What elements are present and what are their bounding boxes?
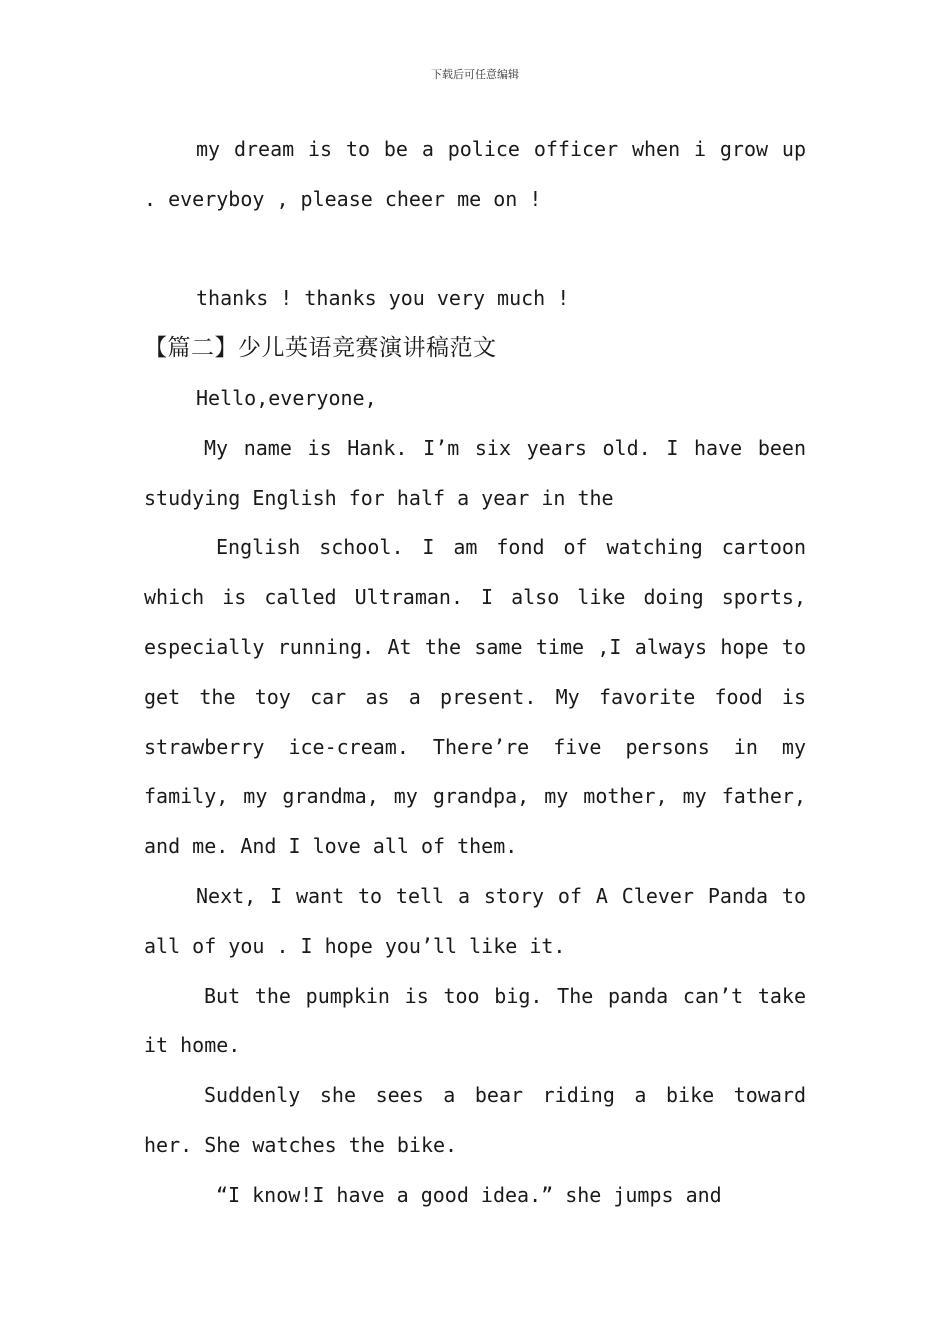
- paragraph-bear: Suddenly she sees a bear riding a bike toward her. She watches the bike.: [144, 1083, 806, 1157]
- paragraph-hobbies: English school. I am fond of watching cartoon which is called Ultraman. I also like doing sports, especially running. At the same time ,I always hope to get the toy car as a present. My favorite food is strawberry ice-cream. There’re five persons in my family, my grandma, my grandpa, my mother, my father, and me. And I love all of them.: [144, 535, 806, 859]
- paragraph-greeting: Hello,everyone,: [196, 385, 377, 410]
- paragraph-pumpkin: But the pumpkin is too big. The panda can’t take it home.: [144, 983, 806, 1058]
- paragraph-idea: “I know!I have a good idea.” she jumps and: [216, 1182, 722, 1207]
- document-body: [144, 125, 806, 1221]
- blank-line: [144, 225, 806, 275]
- paragraph-thanks: thanks ! thanks you very much !: [196, 286, 570, 311]
- paragraph-dream: my dream is to be a police officer when i grow up . everyboy , please cheer me on !: [144, 137, 806, 211]
- page-header: 下载后可任意编辑: [431, 68, 519, 81]
- paragraph-story-intro: Next, I want to tell a story of A Clever Panda to all of you . I hope you’ll like it.: [144, 883, 806, 958]
- section-heading: 【篇二】少儿英语竞赛演讲稿范文: [144, 335, 497, 362]
- paragraph-intro: My name is Hank. I’m six years old. I have been studying English for half a year in the: [144, 435, 806, 510]
